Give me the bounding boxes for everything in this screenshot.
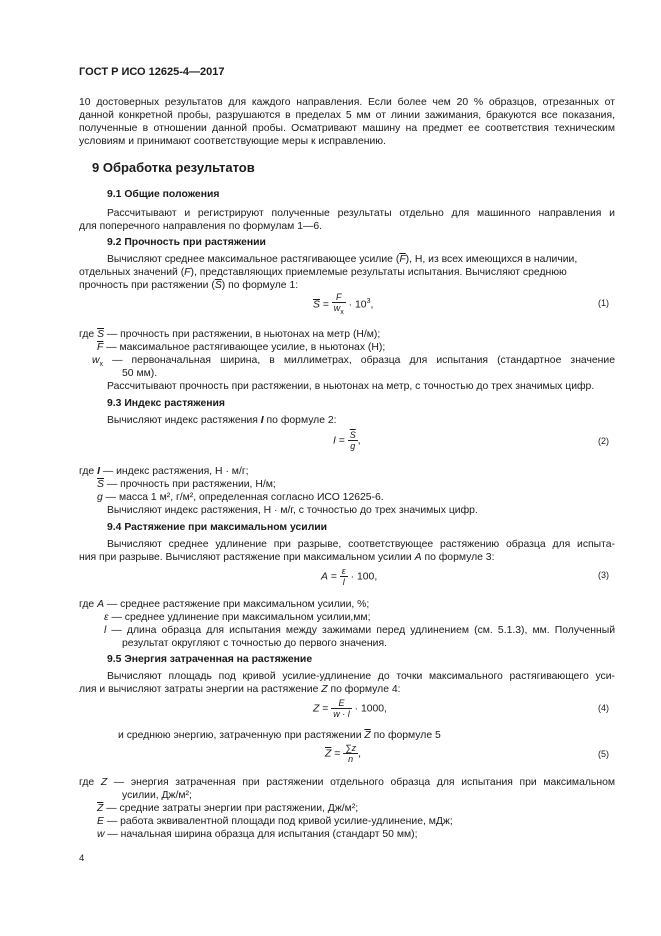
s91-line-1: Рассчитывают и регистрируют полученные результаты отдельно для машинного направления и (107, 208, 615, 219)
intro-line-2: данной конкретной пробы, разрушаются в пределах 5 мм от линии зажимания, бракуются все показания, (79, 110, 615, 121)
s95-mid: и среднюю энергию, затраченную при растяжении $\overline{Z}$ по формуле 5 (118, 730, 441, 741)
s94-where-1: где A — среднее растяжение при максимальном усилии, %; (79, 599, 370, 610)
s95-where-1: где Z — энергия затраченная при растяжении отдельного образца для испытания при максимальном (79, 777, 615, 788)
section-9-1-title: 9.1 Общие положения (107, 189, 220, 200)
formula-4-number: (4) (598, 703, 609, 713)
formula-2: I = $\frac{\overline{S}}{g}$ , (333, 430, 361, 451)
s93-where-3: g — масса 1 м², г/м², определенная согласно ИСО 12625-6. (97, 492, 384, 503)
s94-line-1: Вычисляют среднее удлинение при разрыве, соответствующее растяжению образца для испыта- (107, 539, 615, 550)
s92-line-3: прочность при растяжении $(\overline{S})$ по формуле 1: (79, 280, 299, 291)
s94-where-3-cont: результат округляют с точностью до первого значения. (122, 638, 387, 649)
formula-1-number: (1) (598, 298, 609, 308)
s92-where-2: $\overline{F}$ — максимальное растягивающее усилие, в ньютонах (Н); (97, 342, 386, 353)
formula-1: $\overline{S}$ = $\frac{F}{w_x}$ · $10^3$, (313, 292, 374, 316)
s92-line-2: отдельных значений (F), представляющих приемлемые результаты испытания. Вычисляют среднюю (79, 267, 567, 278)
section-9-title: 9 Обработка результатов (92, 160, 255, 175)
s92-where-3-cont: 50 мм). (122, 368, 158, 379)
s95-where-1-cont: усилии, Дж/м²; (122, 790, 192, 801)
formula-3: A = $\frac{\varepsilon}{l}$ · 100, (321, 566, 378, 587)
formula-5-number: (5) (598, 749, 609, 759)
s92-where-1: где $\overline{S}$ — прочность при растяжении, в ньютонах на метр (Н/м); (79, 329, 381, 340)
section-9-5-title: 9.5 Энергия затраченная на растяжение (107, 654, 313, 665)
s93-where-2: $\overline{S}$ — прочность при растяжении, Н/м; (97, 479, 276, 490)
document-header: ГОСТ Р ИСО 12625-4—2017 (79, 66, 225, 78)
s94-where-3: l — длина образца для испытания между зажимами перед удлинением (см. 5.1.3), мм. Полученный (104, 625, 615, 636)
intro-line-3: полученные в отношении данной пробы. Осматривают машину на предмет ее соответствия техническим (79, 123, 615, 134)
s93-where-1: где I — индекс растяжения, Н · м/г; (79, 466, 249, 477)
formula-2-number: (2) (598, 436, 609, 446)
s93-final: Вычисляют индекс растяжения, Н · м/г, с точностью до трех значимых цифр. (107, 505, 478, 516)
formula-5: $\overline{Z}$ = $\frac{\sum z}{n}$ , (325, 743, 362, 764)
s95-where-4: w — начальная ширина образца для испытания (стандарт 50 мм); (97, 829, 418, 840)
s93-line-1: Вычисляют индекс растяжения I по формуле 2: (107, 415, 337, 426)
formula-3-number: (3) (598, 570, 609, 580)
page-number: 4 (79, 853, 85, 864)
s92-line-1: Вычисляют среднее максимальное растягивающее усилие $(\overline{F})$, Н, из всех имеющихся в наличии, (107, 254, 578, 265)
section-9-2-title: 9.2 Прочность при растяжении (107, 237, 266, 248)
s95-where-3: E — работа эквивалентной площади под кривой усилие-удлинение, мДж; (97, 816, 453, 827)
intro-line-1: 10 достоверных результатов для каждого направления. Если более чем 20 % образцов, отрезанных от (79, 97, 615, 108)
s95-line-1: Вычисляют площадь под кривой усилие-удлинение до точки максимального растягивающего уси- (107, 671, 615, 682)
section-9-3-title: 9.3 Индекс растяжения (107, 398, 225, 409)
formula-4: Z = $\frac{E}{w \cdot l}$ · 1000, (313, 698, 387, 719)
s94-line-2: ния при разрыве. Вычисляют растяжение при максимальном усилии A по формуле 3: (79, 552, 495, 563)
s92-final: Рассчитывают прочность при растяжении, в ньютонах на метр, с точностью до трех значимых цифр. (107, 381, 595, 392)
section-9-4-title: 9.4 Растяжение при максимальном усилии (107, 522, 328, 533)
s95-line-2: лия и вычисляют затраты энергии на растяжение Z по формуле 4: (79, 684, 401, 695)
s92-where-3: $w_x$ — первоначальная ширина, в миллиметрах, образца для испытания (стандартное значение (92, 355, 615, 369)
s91-line-2: для поперечного направления по формулам 1—6. (79, 221, 323, 232)
s94-where-2: ε — среднее удлинение при максимальном усилии,мм; (104, 612, 371, 623)
intro-line-4: условиям и принимают соответствующие меры к исправлению. (79, 136, 386, 147)
s95-where-2: $\overline{Z}$ — средние затраты энергии при растяжении, Дж/м²; (97, 803, 359, 814)
